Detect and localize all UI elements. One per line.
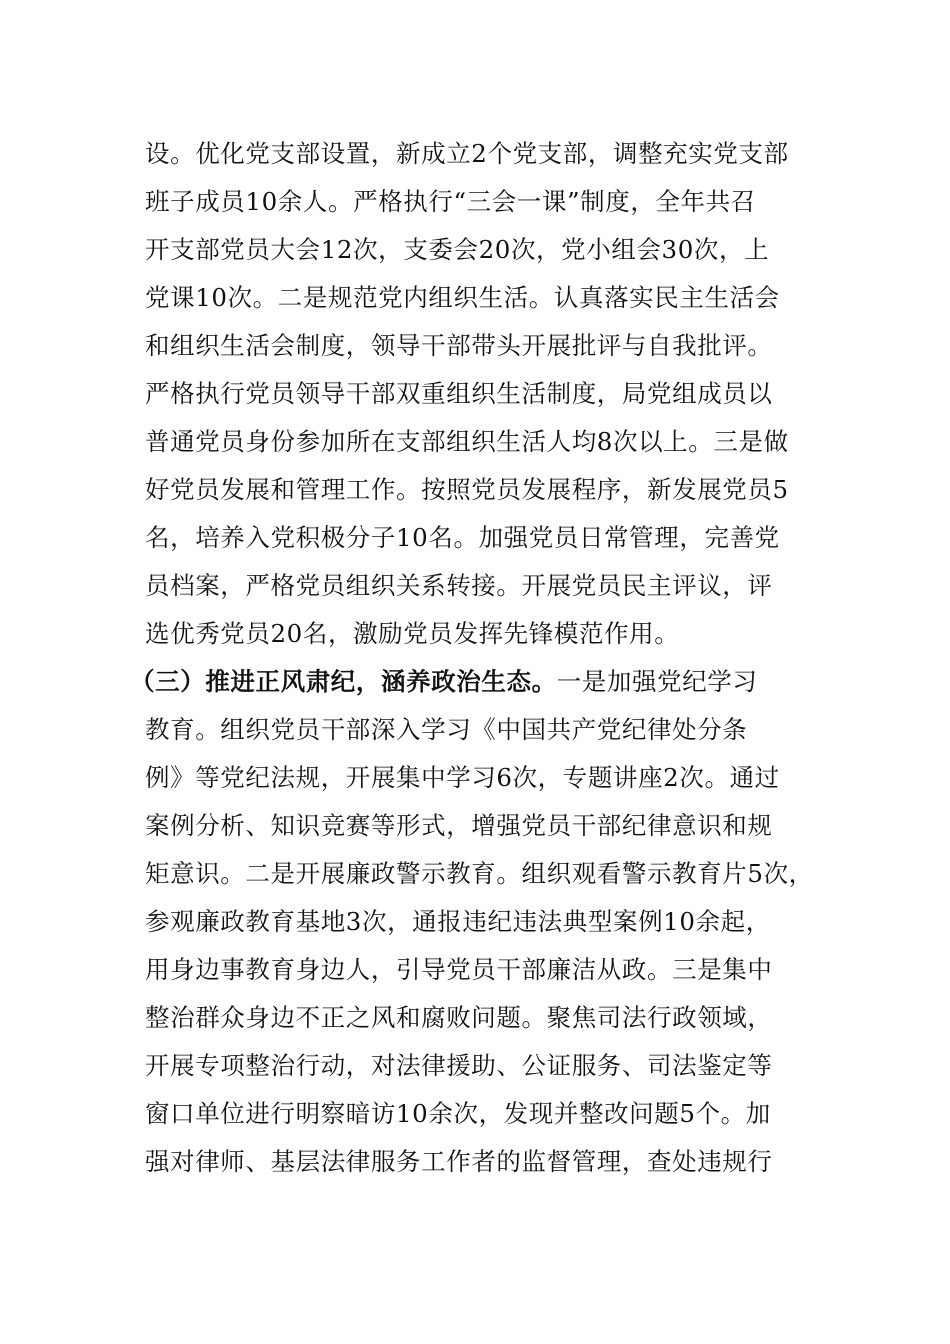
text-line: 用身边事教育身边人，引导党员干部廉洁从政。三是集中 (145, 955, 773, 984)
text-line: 员档案，严格党员组织关系转接。开展党员民主评议，评 (145, 571, 773, 600)
text-line: 开展专项整治行动，对法律援助、公证服务、司法鉴定等 (145, 1051, 773, 1080)
section-heading: （三）推进正风肃纪，涵养政治生态。 (130, 667, 557, 696)
text-line: 党课10次。二是规范党内组织生活。认真落实民主生活会 (145, 283, 780, 312)
text-line: 和组织生活会制度，领导干部带头开展批评与自我批评。 (145, 331, 773, 360)
section-heading-line (130, 658, 825, 706)
text-line: 强对律师、基层法律服务工作者的监督管理，查处违规行 (145, 1147, 773, 1176)
text-line: 例》等党纪法规，开展集中学习6次，专题讲座2次。通过 (145, 763, 780, 792)
section-heading-continuation: 一是加强党纪学习 (556, 667, 758, 696)
text-line: 班子成员10余人。严格执行“三会一课”制度，全年共召 (145, 187, 756, 216)
text-line: 参观廉政教育基地3次，通报违纪违法典型案例10余起， (145, 907, 771, 936)
text-line: 好党员发展和管理工作。按照党员发展程序，新发展党员5 (145, 475, 789, 504)
text-line: 设。优化党支部设置，新成立2个党支部，调整充实党支部 (145, 139, 789, 168)
text-line: 选优秀党员20名，激励党员发挥先锋模范作用。 (145, 619, 680, 648)
text-line: 案例分析、知识竞赛等形式，增强党员干部纪律意识和规 (145, 811, 773, 840)
text-line: 名，培养入党积极分子10名。加强党员日常管理，完善党 (145, 523, 780, 552)
text-line: 开支部党员大会12次，支委会20次，党小组会30次，上 (145, 235, 770, 264)
body-text (130, 130, 825, 1186)
text-line: 普通党员身份参加所在支部组织生活人均8次以上。三是做 (145, 427, 789, 456)
text-line: 矩意识。二是开展廉政警示教育。组织观看警示教育片5次， (145, 859, 814, 888)
text-line: 整治群众身边不正之风和腐败问题。聚焦司法行政领域， (145, 1003, 773, 1032)
text-line: 窗口单位进行明察暗访10余次，发现并整改问题5个。加 (145, 1099, 771, 1128)
text-line: 严格执行党员领导干部双重组织生活制度，局党组成员以 (145, 379, 773, 408)
text-line: 教育。组织党员干部深入学习《中国共产党纪律处分条 (145, 715, 748, 744)
